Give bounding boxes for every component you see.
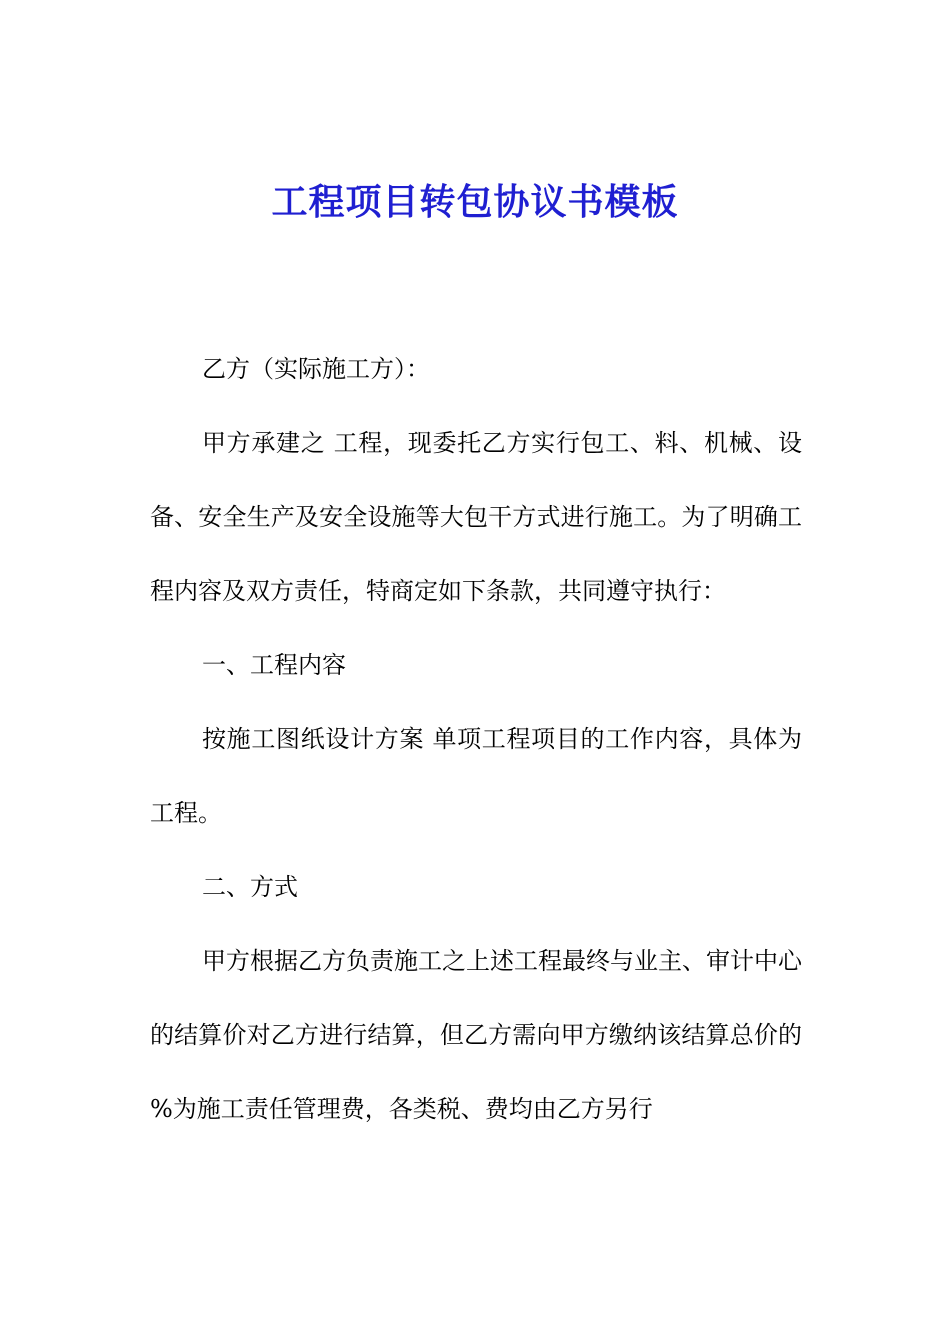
document-body bbox=[150, 332, 802, 1146]
paragraph-content: 按施工图纸设计方案 单项工程项目的工作内容，具体为 工程。 bbox=[150, 725, 802, 827]
document-title: 工程项目转包协议书模板 bbox=[271, 181, 679, 223]
paragraph-party-b: 乙方（实际施工方）： bbox=[202, 355, 430, 383]
paragraph-method: 甲方根据乙方负责施工之上述工程最终与业主、审计中心的结算价对乙方进行结算，但乙方需向甲方缴纳该结算总价的 %为施工责任管理费，各类税、费均由乙方另行 bbox=[150, 947, 802, 1123]
paragraph-intro: 甲方承建之 工程，现委托乙方实行包工、料、机械、设备、安全生产及安全设施等大包干方式进行施工。为了明确工程内容及双方责任，特商定如下条款，共同遵守执行： bbox=[150, 429, 802, 605]
section-heading-content: 一、工程内容 bbox=[202, 651, 346, 679]
section-heading-method: 二、方式 bbox=[202, 873, 298, 901]
